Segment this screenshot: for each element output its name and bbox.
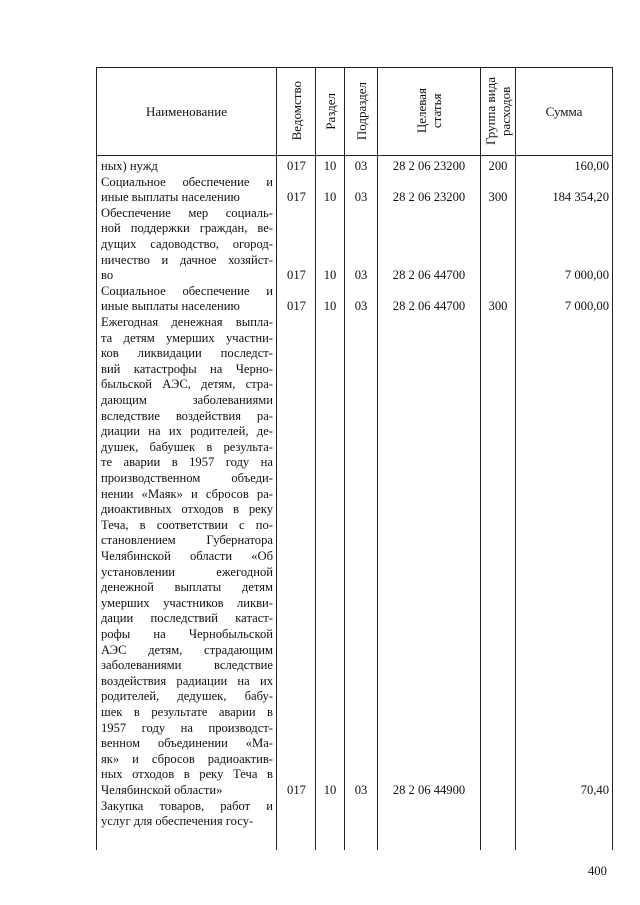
row-4-name-line: становлением Губернатора xyxy=(101,533,273,548)
header-podrazdel-label: Подраздел xyxy=(353,81,369,141)
header-celevaya-line1: Целевая xyxy=(414,88,429,134)
row-2-summa: 7 000,00 xyxy=(564,268,609,283)
row-4-name-line: вследствие воздействия ра- xyxy=(101,408,273,423)
row-4-name-line: установлении ежегодной xyxy=(101,564,273,579)
row-4-name-line: 1957 году на производст- xyxy=(101,720,273,735)
header-name xyxy=(97,67,276,155)
row-4-name-line: шек в результате аварии в xyxy=(101,705,273,719)
row-0-gruppa: 200 xyxy=(488,159,508,173)
header-gruppa-line1: Группа вида xyxy=(483,77,498,145)
col-border-name xyxy=(276,67,277,850)
row-4-celevaya: 28 2 06 44900 xyxy=(392,783,466,797)
row-4-summa: 70,40 xyxy=(580,783,609,797)
row-1-gruppa: 300 xyxy=(488,190,508,205)
row-5-name-line: услуг для обеспечения госу- xyxy=(101,814,254,829)
row-4-name-line: Челябинской области «Об xyxy=(101,549,273,563)
row-4-name-line: умерших участников ликви- xyxy=(101,595,273,610)
row-4-name-line: Челябинской области» xyxy=(101,783,223,797)
row-3-razdel: 10 xyxy=(323,299,337,314)
row-4-name-line: вий катастрофы на Черно- xyxy=(101,361,273,376)
row-4-name-line: душек, бабушек в результа- xyxy=(101,439,273,454)
row-1-celevaya: 28 2 06 23200 xyxy=(392,190,466,205)
row-4-name-line: диоактивных отходов в реку xyxy=(101,502,273,517)
row-2-celevaya: 28 2 06 44700 xyxy=(392,268,466,283)
row-2-name-line: Обеспечение мер социаль- xyxy=(101,205,273,220)
row-2-podrazdel: 03 xyxy=(354,268,368,283)
col-border-right xyxy=(612,67,613,850)
row-1-razdel: 10 xyxy=(323,190,337,205)
row-5-name-line: Закупка товаров, работ и xyxy=(101,798,273,813)
col-border-razdel xyxy=(344,67,345,850)
header-summa xyxy=(516,67,612,155)
header-gruppa-line2: расходов xyxy=(498,86,513,136)
header-gruppa xyxy=(481,67,515,155)
header-celevaya xyxy=(378,67,480,155)
header-gruppa-label xyxy=(483,77,513,145)
row-4-vedomstvo: 017 xyxy=(287,783,306,797)
row-4-name-line: заболеваниями вследствие xyxy=(101,658,273,673)
row-2-name-line: дущих садоводство, огород- xyxy=(101,237,273,251)
header-celevaya-label xyxy=(414,88,444,133)
row-4-name-line: рофы на Чернобыльской xyxy=(101,627,273,641)
row-3-name-line: иные выплаты населению xyxy=(101,299,240,314)
row-4-podrazdel: 03 xyxy=(354,783,368,797)
row-2-name-line: ничество и дачное хозяйст- xyxy=(101,252,273,267)
header-razdel xyxy=(316,67,344,155)
row-2-razdel: 10 xyxy=(323,268,337,283)
row-0-summa: 160,00 xyxy=(574,159,609,173)
row-4-name-line: производственном объеди- xyxy=(101,471,273,485)
row-4-name-line: дающим заболеваниями xyxy=(101,393,273,407)
row-4-name-line: АЭС детям, страдающим xyxy=(101,642,273,657)
row-4-name-line: родителей, дедушек, бабу- xyxy=(101,689,273,704)
header-vedomstvo xyxy=(277,67,315,155)
row-4-name-line: ков ликвидации последст- xyxy=(101,346,273,361)
row-3-vedomstvo: 017 xyxy=(287,299,306,314)
row-0-vedomstvo: 017 xyxy=(287,159,306,173)
col-border-celevaya xyxy=(480,67,481,850)
row-4-razdel: 10 xyxy=(323,783,337,797)
header-vedomstvo-label: Ведомство xyxy=(288,81,304,141)
header-razdel-label: Раздел xyxy=(322,92,338,130)
row-4-name-line: нении «Маяк» и сбросов ра- xyxy=(101,486,273,501)
row-3-gruppa: 300 xyxy=(488,299,508,314)
row-3-name-line: Социальное обеспечение и xyxy=(101,283,273,298)
col-border-left xyxy=(96,67,97,850)
row-2-name-line: ной поддержки граждан, ве- xyxy=(101,221,273,236)
col-border-gruppa xyxy=(515,67,516,850)
row-4-name-line: воздействия радиации на их xyxy=(101,673,273,688)
row-3-podrazdel: 03 xyxy=(354,299,368,314)
row-4-name-line: денежной выплаты детям xyxy=(101,580,273,595)
row-1-vedomstvo: 017 xyxy=(287,190,306,205)
row-1-name-line: Социальное обеспечение и xyxy=(101,174,273,189)
row-2-vedomstvo: 017 xyxy=(287,268,306,283)
row-4-name-line: ных отходов в реку Теча в xyxy=(101,767,273,782)
header-celevaya-line2: статья xyxy=(429,93,444,129)
row-1-name-line: иные выплаты населению xyxy=(101,190,240,205)
row-0-razdel: 10 xyxy=(323,159,337,173)
header-podrazdel xyxy=(345,67,377,155)
row-4-name-line: та детям умерших участни- xyxy=(101,330,273,345)
row-3-celevaya: 28 2 06 44700 xyxy=(392,299,466,314)
row-4-name-line: те аварии в 1957 году на xyxy=(101,455,273,470)
row-4-name-line: Ежегодная денежная выпла- xyxy=(101,315,273,329)
row-4-name-line: быльской АЭС, детям, стра- xyxy=(101,377,273,392)
col-border-vedomstvo xyxy=(315,67,316,850)
row-4-name-line: диации на их родителей, де- xyxy=(101,424,273,439)
row-4-name-line: як» и сбросов радиоактив- xyxy=(101,751,273,766)
row-4-name-line: Теча, в соответствии с по- xyxy=(101,517,273,532)
header-bottom-border xyxy=(96,155,612,156)
row-2-name-line: во xyxy=(101,268,114,283)
row-0-celevaya: 28 2 06 23200 xyxy=(392,159,466,173)
row-0-name-line: ных) нужд xyxy=(101,159,158,173)
row-0-podrazdel: 03 xyxy=(354,159,368,173)
row-1-summa: 184 354,20 xyxy=(552,190,609,205)
row-4-name-line: венном объединении «Ма- xyxy=(101,736,273,751)
row-4-name-line: дации последствий катаст- xyxy=(101,611,273,626)
header-summa-label: Сумма xyxy=(545,103,583,119)
row-3-summa: 7 000,00 xyxy=(564,299,609,314)
page-number: 400 xyxy=(588,864,607,878)
col-border-podrazdel xyxy=(377,67,378,850)
row-1-podrazdel: 03 xyxy=(354,190,368,205)
header-name-label: Наименование xyxy=(146,103,227,119)
